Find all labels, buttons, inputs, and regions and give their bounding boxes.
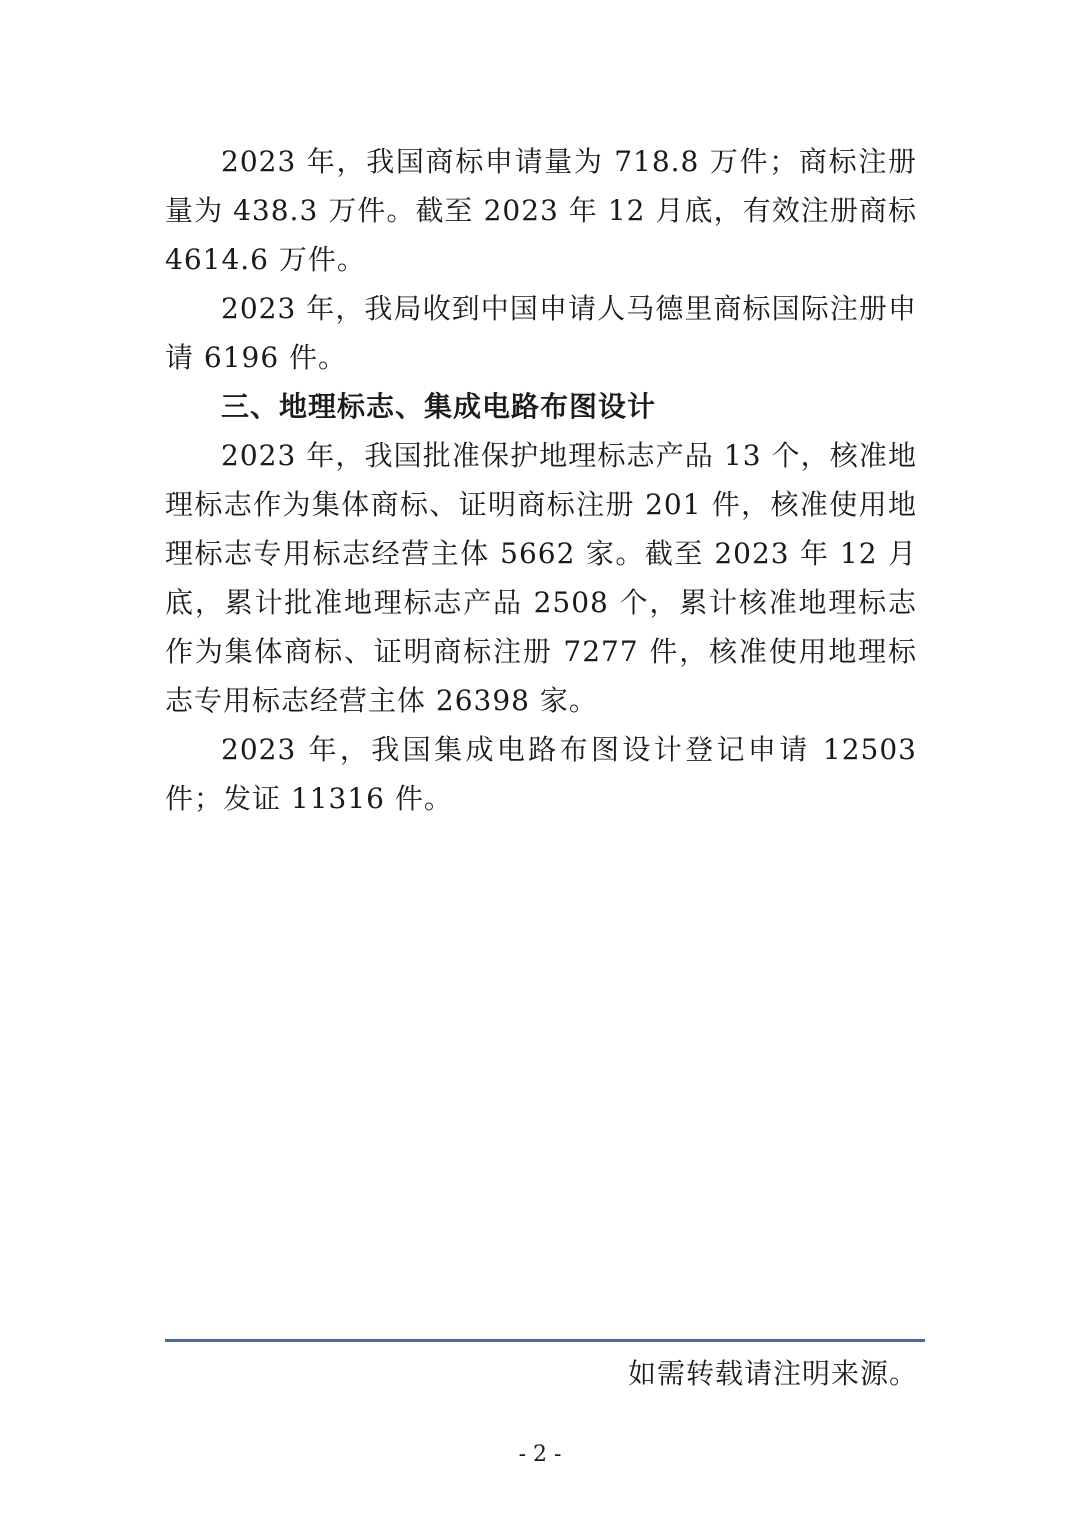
page-number: - 2 - — [518, 1442, 562, 1467]
paragraph-madrid-applications: 2023 年，我局收到中国申请人马德里商标国际注册申请 6196 件。 — [165, 292, 917, 374]
footer-divider — [165, 1339, 925, 1342]
paragraph-ic-layout-design: 2023 年，我国集成电路布图设计登记申请 12503 件；发证 11316 件。 — [165, 733, 917, 815]
section-heading: 三、地理标志、集成电路布图设计 — [221, 390, 657, 423]
paragraph-geographical-indications: 2023 年，我国批准保护地理标志产品 13 个，核准地理标志作为集体商标、证明商标注册 201 件，核准使用地理标志专用标志经营主体 5662 家。截至 2023 年 12 月底，累计批准地理标志产品 2508 个，累计核准地理标志作为集体商标、证明商标注册 7277 件，核准使用地理标志专用标志经营主体 26398 家。 — [165, 439, 917, 717]
reprint-note: 如需转载请注明来源。 — [627, 1357, 918, 1390]
document-body — [165, 137, 917, 823]
paragraph-trademark-stats: 2023 年，我国商标申请量为 718.8 万件；商标注册量为 438.3 万件。截至 2023 年 12 月底，有效注册商标 4614.6 万件。 — [165, 145, 917, 276]
